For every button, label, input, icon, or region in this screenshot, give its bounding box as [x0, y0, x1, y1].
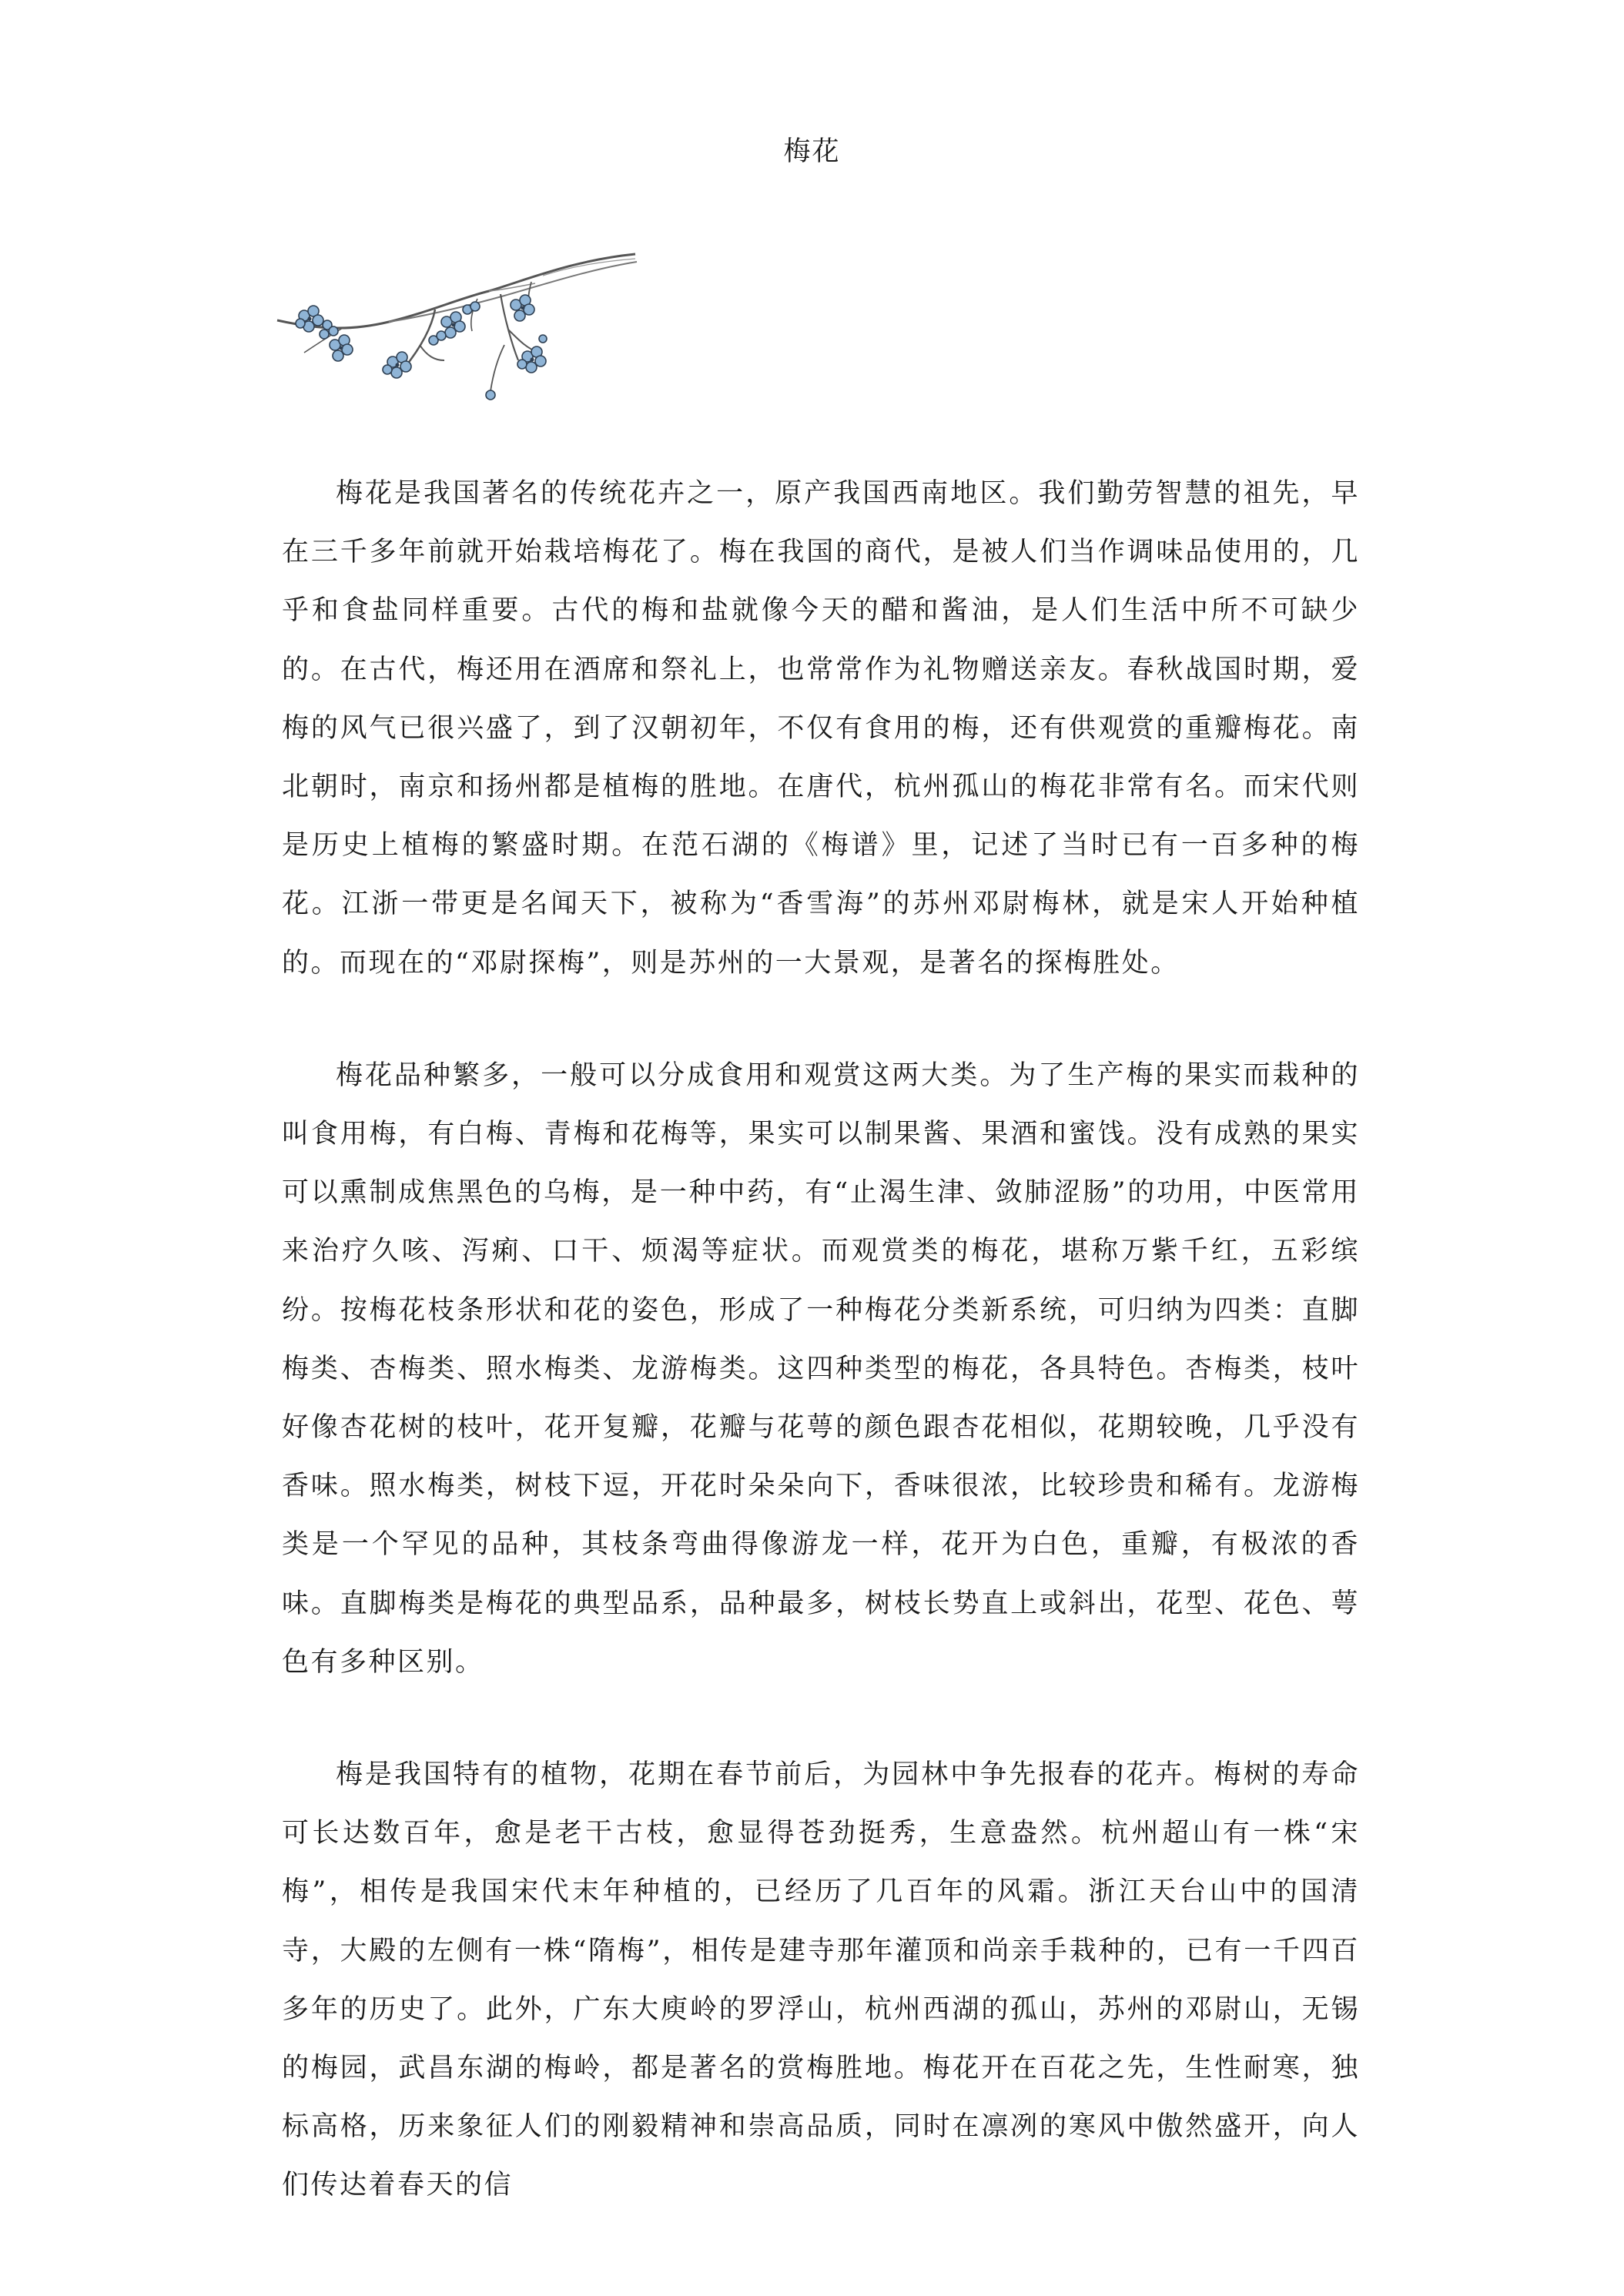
paragraph: 梅是我国特有的植物，花期在春节前后，为园林中争先报春的花卉。梅树的寿命可长达数百年，愈是老干古枝，愈显得苍劲挺秀，生意盎然。杭州超山有一株“宋梅”，相传是我国宋代末年种植的，已经历了几百年的风霜。浙江天台山中的国清寺，大殿的左侧有一株“隋梅”，相传是建寺那年灌顶和尚亲手栽种的，已有一千四百多年的历史了。此外，广东大庾岭的罗浮山，杭州西湖的孤山，苏州的邓尉山，无锡的梅园，武昌东湖的梅岭，都是著名的赏梅胜地。梅花开在百花之先，生性耐寒，独标高格，历来象征人们的刚毅精神和崇高品质，同时在凛冽的寒风中傲然盛开，向人们传达着春天的信 [282, 1759, 1360, 2201]
page-title: 梅花 [783, 136, 841, 167]
plum-blossom-branch-illustration [273, 245, 643, 407]
paragraph: 梅花品种繁多，一般可以分成食用和观赏这两大类。为了生产梅的果实而栽种的叫食用梅，有白梅、青梅和花梅等，果实可以制果酱、果酒和蜜饯。没有成熟的果实可以熏制成焦黑色的乌梅，是一种中药，有“止渴生津、敛肺涩肠”的功用，中医常用来治疗久咳、泻痢、口干、烦渴等症状。而观赏类的梅花，堪称万紫千红，五彩缤纷。按梅花枝条形状和花的姿色，形成了一种梅花分类新系统，可归纳为四类：直脚梅类、杏梅类、照水梅类、龙游梅类。这四种类型的梅花，各具特色。杏梅类，枝叶好像杏花树的枝叶，花开复瓣，花瓣与花萼的颜色跟杏花相似，花期较晚，几乎没有香味。照水梅类，树枝下逗，开花时朵朵向下，香味很浓，比较珍贵和稀有。龙游梅类是一个罕见的品种，其枝条弯曲得像游龙一样，花开为白色，重瓣，有极浓的香味。直脚梅类是梅花的典型品系，品种最多，树枝长势直上或斜出，花型、花色、萼色有多种区别。 [282, 1059, 1360, 1678]
article-body [282, 464, 1360, 2269]
paragraph: 梅花是我国著名的传统花卉之一，原产我国西南地区。我们勤劳智慧的祖先，早在三千多年前就开始栽培梅花了。梅在我国的商代，是被人们当作调味品使用的，几乎和食盐同样重要。古代的梅和盐就像今天的醋和酱油，是人们生活中所不可缺少的。在古代，梅还用在酒席和祭礼上，也常常作为礼物赠送亲友。春秋战国时期，爱梅的风气已很兴盛了，到了汉朝初年，不仅有食用的梅，还有供观赏的重瓣梅花。南北朝时，南京和扬州都是植梅的胜地。在唐代，杭州孤山的梅花非常有名。而宋代则是历史上植梅的繁盛时期。在范石湖的《梅谱》里，记述了当时已有一百多种的梅花。江浙一带更是名闻天下，被称为“香雪海”的苏州邓尉梅林，就是宋人开始种植的。而现在的“邓尉探梅”，则是苏州的一大景观，是著名的探梅胜处。 [282, 478, 1360, 979]
